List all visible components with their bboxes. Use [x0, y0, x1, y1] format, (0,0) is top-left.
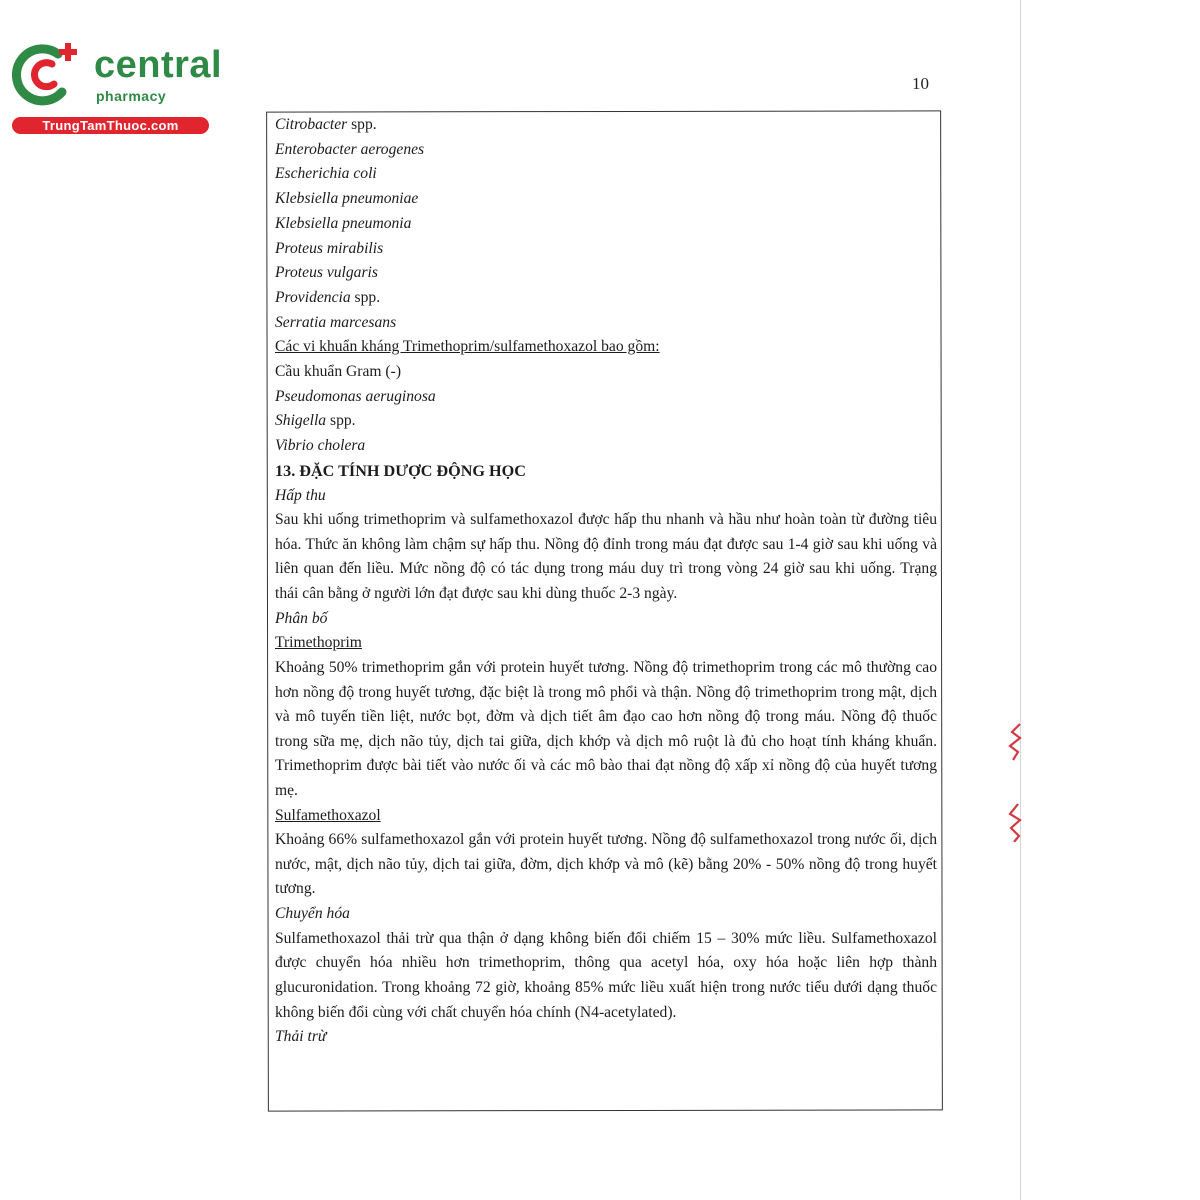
- trimethoprim-paragraph: Khoảng 50% trimethoprim gắn với protein huyết tương. Nồng độ trimethoprim trong các mô thường cao hơn nồng độ trong huyết tương, đặc biệt là trong mô phổi và thận. Nồng độ trimethoprim trong mật, dịch và mô tuyến tiền liệt, nước bọt, đờm và dịch tiết âm đạo cao hơn nồng độ trong máu. Nồng độ thuốc trong sữa mẹ, dịch não tủy, dịch tai giữa, dịch khớp và dịch mô ruột là đủ cho hoạt tính kháng khuẩn. Trimethoprim được bài tiết vào nước ối và các mô bào thai đạt nồng độ xấp xỉ nồng độ của huyết tương mẹ.: [275, 659, 937, 799]
- organism-suffix: spp.: [347, 116, 377, 133]
- organism-item: [275, 286, 937, 311]
- sensitive-organism-list: [275, 113, 937, 335]
- organism-name: Providencia: [275, 288, 351, 306]
- organism-item: [275, 311, 937, 336]
- organism-name: Pseudomonas aeruginosa: [275, 387, 436, 405]
- organism-item: [275, 138, 937, 163]
- organism-name: Citrobacter: [275, 116, 348, 133]
- organism-name: Proteus vulgaris: [275, 264, 378, 282]
- organism-name: Klebsiella pneumoniae: [275, 190, 419, 208]
- resistant-heading: Các vi khuẩn kháng Trimethoprim/sulfamethoxazol bao gồm:: [275, 338, 660, 356]
- logo-name: central: [94, 44, 223, 86]
- trimethoprim-heading: Trimethoprim: [275, 634, 362, 652]
- organism-name: Vibrio cholera: [275, 437, 366, 455]
- resistant-gram-label: Cầu khuẩn Gram (-): [275, 363, 402, 381]
- resistant-organism-list: [275, 385, 937, 459]
- organism-item: [275, 385, 937, 410]
- organism-name: Klebsiella pneumonia: [275, 214, 412, 232]
- page-edge: [1020, 0, 1021, 1200]
- organism-item: [275, 261, 937, 286]
- organism-suffix: spp.: [350, 288, 381, 306]
- absorption-paragraph: Sau khi uống trimethoprim và sulfamethoxazol được hấp thu nhanh và hầu như hoàn toàn từ đường tiêu hóa. Thức ăn không làm chậm sự hấp thu. Nồng độ đỉnh trong máu đạt được sau 1-4 giờ sau khi uống và liên quan đến liều. Mức nồng độ có tác dụng trong máu duy trì trong vòng 24 giờ sau khi uống. Trạng thái cân bằng ở người lớn đạt được sau khi dùng thuốc 2-3 ngày.: [275, 511, 937, 603]
- sulfamethoxazol-paragraph: Khoảng 66% sulfamethoxazol gắn với protein huyết tương. Nồng độ sulfamethoxazol trong nước ối, dịch nước, mật, dịch não tủy, dịch tai giữa, đờm, dịch khớp và mô (kẽ) bằng 20% - 50% nồng độ trong huyết tương.: [275, 831, 937, 898]
- page-number: 10: [912, 74, 929, 93]
- absorption-heading: Hấp thu: [275, 486, 326, 504]
- excretion-heading: Thải trừ: [275, 1028, 327, 1046]
- organism-item: [275, 434, 937, 459]
- organism-item: [275, 212, 937, 237]
- organism-suffix: spp.: [326, 412, 356, 430]
- organism-item: [275, 162, 937, 187]
- organism-item: [275, 409, 937, 434]
- organism-name: Enterobacter aerogenes: [275, 140, 425, 158]
- central-pharmacy-logo: [8, 38, 223, 138]
- organism-item: [275, 113, 937, 138]
- pharmacy-cross-icon: [12, 40, 84, 108]
- organism-name: Proteus mirabilis: [275, 239, 384, 257]
- sulfamethoxazol-heading: Sulfamethoxazol: [275, 806, 381, 824]
- distribution-heading: Phân bố: [275, 609, 328, 627]
- metabolism-paragraph: Sulfamethoxazol thải trừ qua thận ở dạng không biến đổi chiếm 15 – 30% mức liều. Sulfamethoxazol được chuyển hóa nhiều hơn trimethoprim, thông qua acetyl hóa, oxy hóa hoặc liên hợp thành glucuronidation. Trong khoảng 72 giờ, khoảng 85% mức liều xuất hiện trong nước tiểu dưới dạng thuốc không biến đổi cùng với chất chuyển hóa chính (N4-acetylated).: [275, 929, 937, 1021]
- document-body: [275, 113, 937, 1050]
- section-title: 13. ĐẶC TÍNH DƯỢC ĐỘNG HỌC: [275, 461, 526, 480]
- organism-item: [275, 187, 937, 212]
- stamp-mark-icon: [1004, 722, 1026, 762]
- organism-name: Serratia marcesans: [275, 313, 397, 331]
- logo-website-badge: TrungTamThuoc.com: [12, 117, 209, 134]
- logo-subtitle: pharmacy: [96, 88, 167, 104]
- stamp-mark-icon: [1004, 802, 1026, 842]
- organism-name: Shigella: [275, 412, 327, 430]
- organism-name: Escherichia coli: [275, 165, 377, 183]
- organism-item: [275, 237, 937, 262]
- metabolism-heading: Chuyển hóa: [275, 905, 350, 923]
